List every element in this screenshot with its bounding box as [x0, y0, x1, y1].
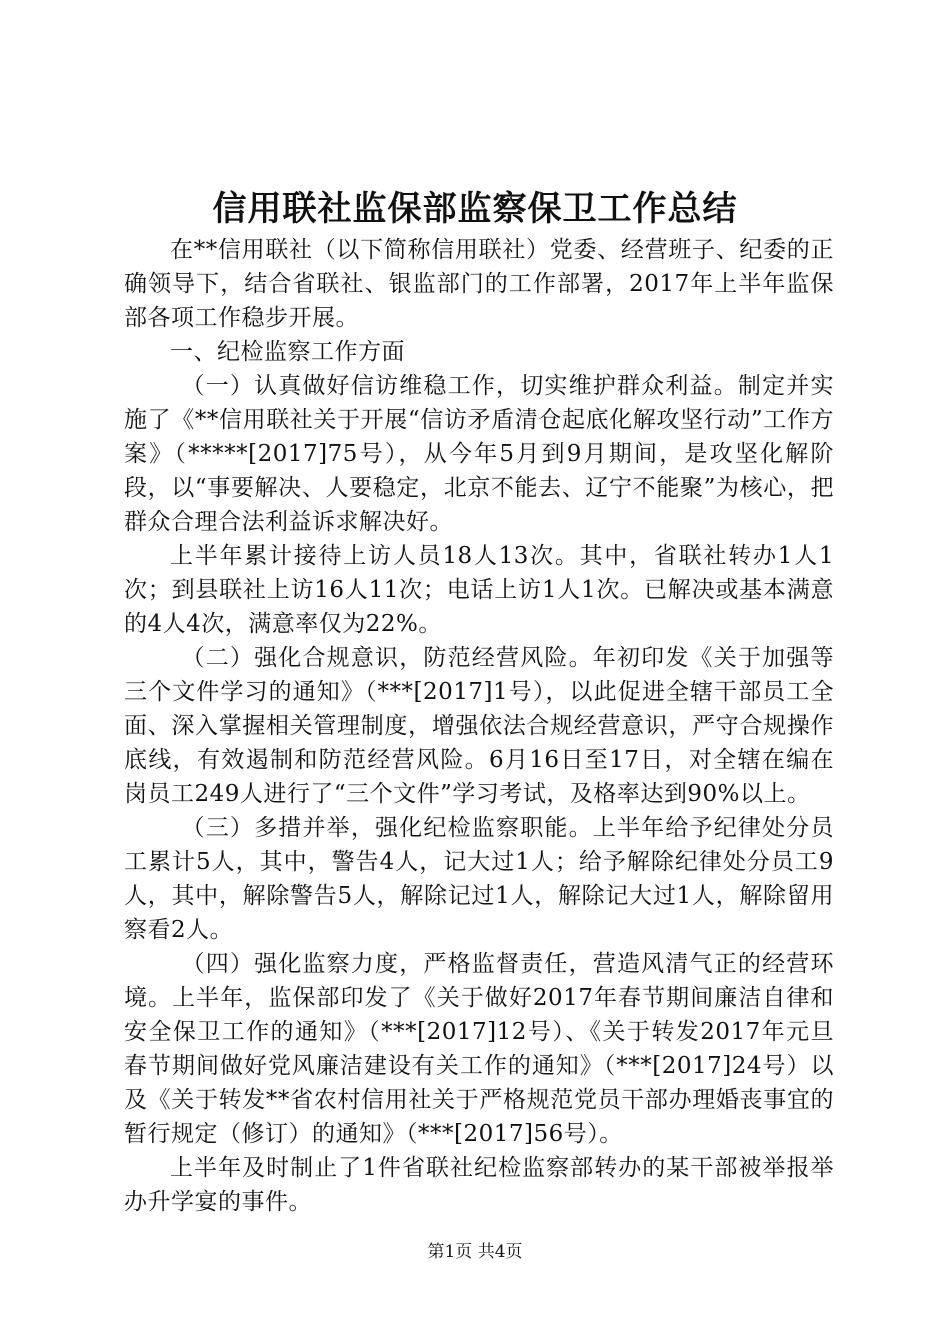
subsection-petition-paragraph: （一）认真做好信访维稳工作，切实维护群众利益。制定并实施了《**信用联社关于开展“信访矛盾清仓起底化解攻坚行动”工作方案》（*****[2017]75号），从今年5月到9月期间，是攻坚化解阶段，以“事要解决、人要稳定，北京不能去、辽宁不能聚”为核心，把群众合理合法利益诉求解决好。 — [124, 373, 834, 535]
petition-stats-paragraph: 上半年累计接待上访人员18人13次。其中，省联社转办1人1次；到县联社上访16人11次；电话上访1人1次。已解决或基本满意的4人4次，满意率仅为22%。 — [124, 543, 834, 637]
document-title: 信用联社监保部监察保卫工作总结 — [212, 189, 738, 229]
document-body — [124, 233, 834, 1219]
page-number-footer: 第1页 共4页 — [427, 1242, 523, 1262]
section-heading: 一、纪检监察工作方面 — [170, 339, 405, 365]
subsection-discipline-paragraph: （三）多措并举，强化纪检监察职能。上半年给予纪律处分员工累计5人，其中，警告4人，记大过1人；给予解除纪律处分员工9人，其中，解除警告5人，解除记过1人，解除记大过1人，解除留用察看2人。 — [124, 815, 834, 943]
closing-paragraph: 上半年及时制止了1件省联社纪检监察部转办的某干部被举报举办升学宴的事件。 — [124, 1155, 834, 1215]
intro-paragraph: 在**信用联社（以下简称信用联社）党委、经营班子、纪委的正确领导下，结合省联社、银监部门的工作部署，2017年上半年监保部各项工作稳步开展。 — [124, 237, 834, 331]
subsection-supervision-paragraph: （四）强化监察力度，严格监督责任，营造风清气正的经营环境。上半年，监保部印发了《关于做好2017年春节期间廉洁自律和安全保卫工作的通知》（***[2017]12号）、《关于转发2017年元旦春节期间做好党风廉洁建设有关工作的通知》（***[2017]24号）以及《关于转发**省农村信用社关于严格规范党员干部办理婚丧事宜的暂行规定（修订）的通知》（***[2017]56号）。 — [124, 951, 834, 1147]
subsection-compliance-paragraph: （二）强化合规意识，防范经营风险。年初印发《关于加强等三个文件学习的通知》（***[2017]1号），以此促进全辖干部员工全面、深入掌握相关管理制度，增强依法合规经营意识，严守合规操作底线，有效遏制和防范经营风险。6月16日至17日，对全辖在编在岗员工249人进行了“三个文件”学习考试，及格率达到90%以上。 — [124, 645, 834, 807]
